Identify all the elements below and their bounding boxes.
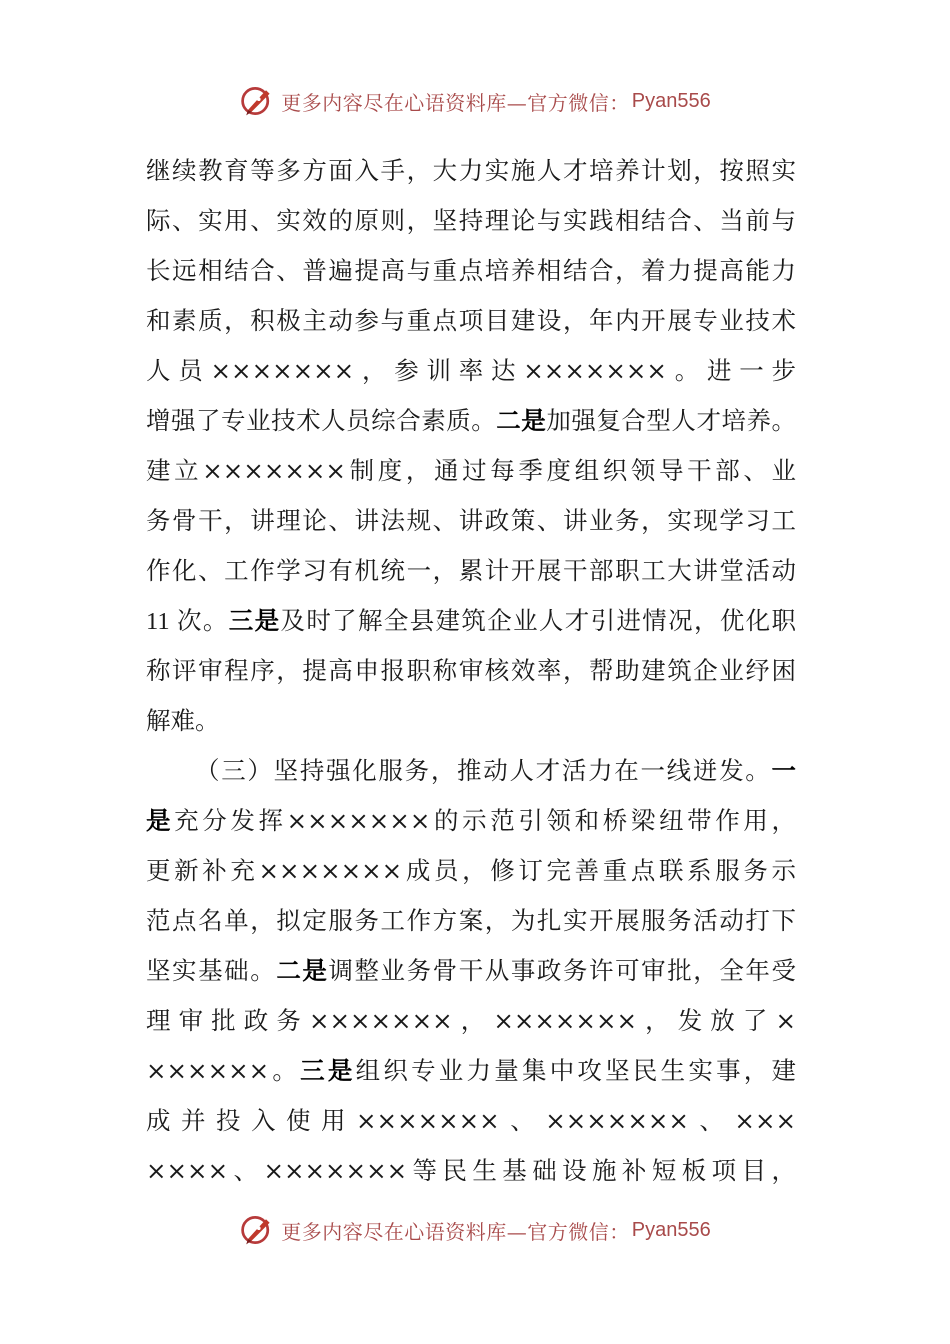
- banner-wechat-id: Pyan556: [631, 89, 711, 112]
- pen-logo-icon: [239, 83, 275, 119]
- banner-text: 更多内容尽在心语资料库—官方微信：: [281, 1219, 630, 1244]
- text-line: 建立×××××××制度，通过每季度组织领导干部、业: [146, 456, 796, 485]
- text-line: 成并投入使用×××××××、×××××××、×××: [146, 1106, 796, 1135]
- text-line: 作化、工作学习有机统一，累计开展干部职工大讲堂活动: [146, 556, 796, 585]
- text-line: 务骨干，讲理论、讲法规、讲政策、讲业务，实现学习工: [146, 506, 796, 535]
- text-line: 11 次。三是及时了解全县建筑企业人才引进情况，优化职: [146, 606, 796, 635]
- banner-wechat-id: Pyan556: [631, 1218, 711, 1241]
- emphasis: 是: [146, 806, 175, 835]
- text-line: 际、实用、实效的原则，坚持理论与实践相结合、当前与: [146, 206, 796, 235]
- text-line: 解难。: [146, 706, 220, 735]
- text-line: 更新补充×××××××成员，修订完善重点联系服务示: [146, 856, 796, 885]
- text-line: 理审批政务×××××××，×××××××，发放了×: [146, 1006, 796, 1035]
- header-banner: [0, 76, 950, 126]
- section-heading-line: （三）坚持强化服务，推动人才活力在一线迸发。一: [195, 756, 796, 785]
- emphasis: 一: [771, 756, 796, 785]
- text-line: 称评审程序，提高申报职称审核效率，帮助建筑企业纾困: [146, 656, 796, 685]
- text-line: 增强了专业技术人员综合素质。二是加强复合型人才培养。: [146, 406, 796, 435]
- text-line: 长远相结合、普遍提高与重点培养相结合，着力提高能力: [146, 256, 796, 285]
- text-line: 和素质，积极主动参与重点项目建设，年内开展专业技术: [146, 306, 796, 335]
- emphasis: 三是: [300, 1056, 356, 1085]
- text-line: 范点名单，拟定服务工作方案，为扎实开展服务活动打下: [146, 906, 796, 935]
- text-line: ××××、×××××××等民生基础设施补短板项目，: [146, 1156, 796, 1185]
- pen-logo-icon: [239, 1212, 275, 1248]
- footer-banner: [0, 1205, 950, 1255]
- banner-text: 更多内容尽在心语资料库—官方微信：: [281, 90, 630, 115]
- document-body: [146, 146, 796, 1196]
- emphasis: 二是: [496, 406, 547, 435]
- text-line: 人员×××××××，参训率达×××××××。进一步: [146, 356, 796, 385]
- text-line: 继续教育等多方面入手，大力实施人才培养计划，按照实: [146, 156, 796, 185]
- text-line: 是充分发挥×××××××的示范引领和桥梁纽带作用，: [146, 806, 796, 835]
- text-line: 坚实基础。二是调整业务骨干从事政务许可审批，全年受: [146, 956, 796, 985]
- text-line: ××××××。三是组织专业力量集中攻坚民生实事，建: [146, 1056, 796, 1085]
- emphasis: 二是: [276, 956, 329, 985]
- emphasis: 三是: [228, 606, 281, 635]
